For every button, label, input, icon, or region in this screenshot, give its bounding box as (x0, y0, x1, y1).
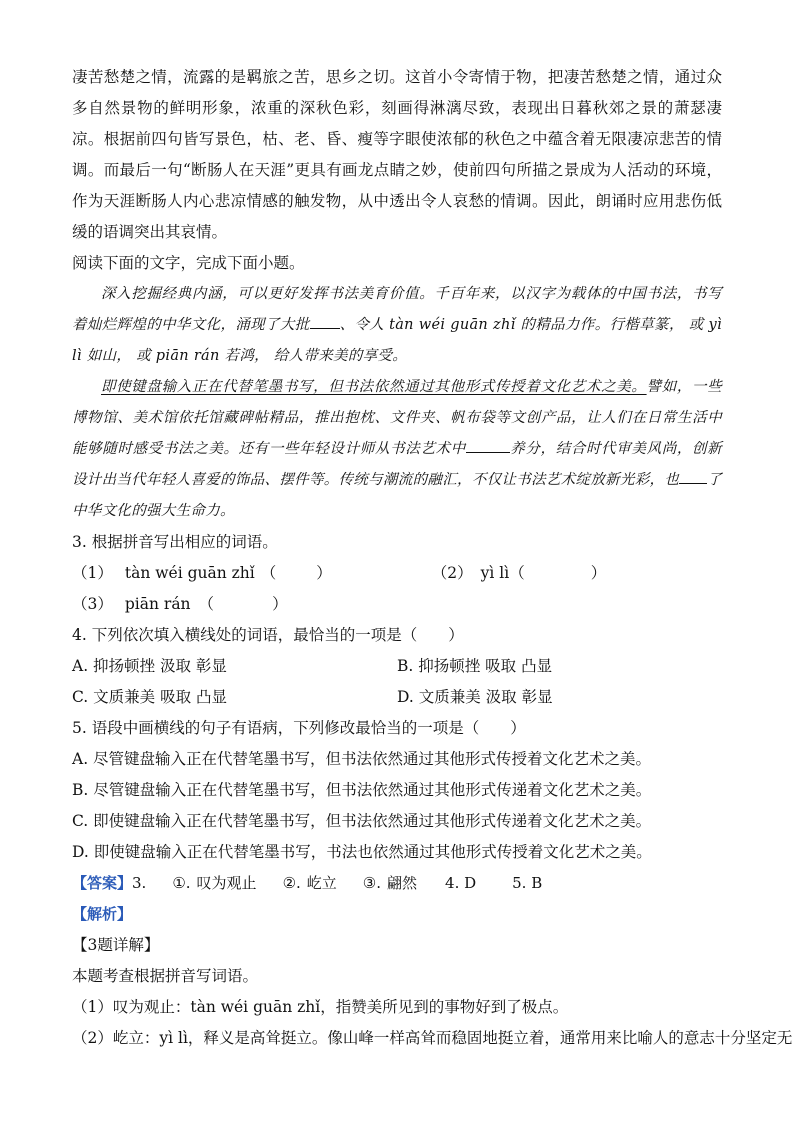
answer-line (72, 868, 722, 899)
question-3-line-1 (72, 558, 722, 589)
passage-p1-text-a: 深入挖掘经典内涵，可以更好发挥书法美育价值。千百年来，以汉字为载体的中国书法，书写着灿烂辉煌的中华文化，涌现了大批 (72, 286, 722, 333)
answer-q3-3: 翩然 (387, 874, 418, 892)
question-5-stem: 5. 语段中画横线的句子有语病，下列修改最恰当的一项是（ ） (72, 719, 526, 737)
blank-2 (466, 438, 510, 453)
underlined-sentence: 即使键盘输入正在代替笔墨书写，但书法依然通过其他形式传授着文化艺术之美。 (101, 379, 647, 395)
detail-intro: 本题考查根据拼音写词语。 (72, 967, 259, 985)
q3-item2-pinyin: yì lì (480, 564, 510, 582)
passage-p2-text-a: 譬如，一些博物馆、美术馆依托馆藏碑帖精品，推出抱枕、文件夹、帆布袋等文创产品，让人们在日常生活中能够随时感受书法之美。还有一些年轻设计师从书法艺术中 (72, 379, 723, 457)
blank-3 (679, 469, 707, 484)
reading-instruction: 阅读下面的文字，完成下面小题。 (72, 254, 305, 272)
q3-item2-num: （2） (431, 564, 473, 582)
q3-item2-paren-open: （ (509, 564, 525, 582)
q4-option-a: A. 抑扬顿挫 汲取 彰显 (72, 657, 227, 675)
answer-mark-3: ③. (362, 874, 382, 892)
intro-paragraph: 凄苦愁楚之情，流露的是羁旅之苦，思乡之切。这首小令寄情于物，把凄苦愁楚之情，通过众多自然景物的鲜明形象，浓重的深秋色彩，刻画得淋漓尽致，表现出日暮秋郊之景的萧瑟凄凉。根据前四句皆写景色，枯、老、昏、瘦等字眼使浓郁的秋色之中蕴含着无限凄凉悲苦的情调。而最后一句“断肠人在天涯”更具有画龙点睛之妙，使前四句所描之景成为人活动的环境，作为天涯断肠人内心悲凉情感的触发物，从中透出令人哀愁的情调。因此，朗诵时应用悲伤低缓的语调突出其哀情。 (72, 68, 722, 241)
q4-option-d: D. 文质兼美 汲取 彰显 (397, 688, 553, 706)
q3-item1-paren-open: （ (260, 564, 277, 582)
question-4-options-row-2 (72, 682, 722, 713)
question-3-stem: 3. 根据拼音写出相应的词语。 (72, 533, 278, 551)
document-page (72, 62, 793, 1054)
passage-paragraph-2 (72, 372, 722, 527)
answer-mark-2: ②. (282, 874, 301, 892)
q3-item1-pinyin: tàn wéi guān zhǐ (124, 564, 255, 582)
reading-passage (72, 279, 722, 527)
q5-option-d: D. 即使键盘输入正在代替笔墨书写，书法也依然通过其他形式传授着文化艺术之美。 (72, 843, 652, 861)
passage-p2-text-b: 养分，结合时代审美风尚，创新设计出当代年轻人喜爱的饰品、摆件等。传统与潮流的融汇，不仅让书法艺术绽放新光彩，也 (72, 441, 722, 488)
answer-q5: 5. B (512, 874, 543, 892)
passage-p2-text-c: 了中华文化的强大生命力。 (72, 472, 722, 519)
blank-1 (310, 314, 340, 329)
answer-q3-num: 3. (132, 874, 147, 892)
answer-q3-2: 屹立 (306, 874, 337, 892)
question-4-stem: 4. 下列依次填入横线处的词语，最恰当的一项是（ ） (72, 626, 464, 644)
passage-paragraph-1 (72, 279, 722, 372)
q5-option-a: A. 尽管键盘输入正在代替笔墨书写，但书法依然通过其他形式传授着文化艺术之美。 (72, 750, 652, 768)
q4-option-b: B. 抑扬顿挫 吸取 凸显 (397, 657, 553, 675)
answer-q3-1: 叹为观止 (196, 874, 257, 892)
analysis-tag: 【解析】 (72, 905, 133, 923)
detail-item-2: （2）屹立：yì lì，释义是高耸挺立。像山峰一样高耸而稳固地挺立着，通常用来比喻人的意志十分坚定无 (72, 1029, 793, 1047)
q3-item1-num: （1） (72, 564, 113, 582)
q4-option-c: C. 文质兼美 吸取 凸显 (72, 688, 228, 706)
question-4-options-row-1 (72, 651, 722, 682)
q3-item3-paren-open: （ (198, 595, 215, 613)
q3-item3-num: （3） (72, 595, 113, 613)
question-3-line-2 (72, 589, 722, 620)
q3-item1-paren-close: ） (316, 564, 332, 582)
answer-tag: 【答案】 (72, 874, 133, 892)
answer-q4: 4. D (445, 874, 477, 892)
detail-tag: 【3题详解】 (72, 936, 160, 954)
q3-item2-paren-close: ） (590, 564, 607, 582)
q3-item3-paren-close: ） (272, 595, 288, 613)
q5-option-b: B. 尽管键盘输入正在代替笔墨书写，但书法依然通过其他形式传递着文化艺术之美。 (72, 781, 652, 799)
passage-p1-text-b: 、令人 tàn wéi guān zhǐ 的精品力作。行楷草篆， 或 yì lì 如山， 或 piān rán 若鸿， 给人带来美的享受。 (72, 317, 722, 364)
answer-mark-1: ①. (172, 874, 191, 892)
q3-item3-pinyin: piān rán (124, 595, 191, 613)
q5-option-c: C. 即使键盘输入正在代替笔墨书写，但书法依然通过其他形式传递着文化艺术之美。 (72, 812, 652, 830)
detail-item-1: （1）叹为观止：tàn wéi guān zhǐ，指赞美所见到的事物好到了极点。 (72, 998, 569, 1016)
